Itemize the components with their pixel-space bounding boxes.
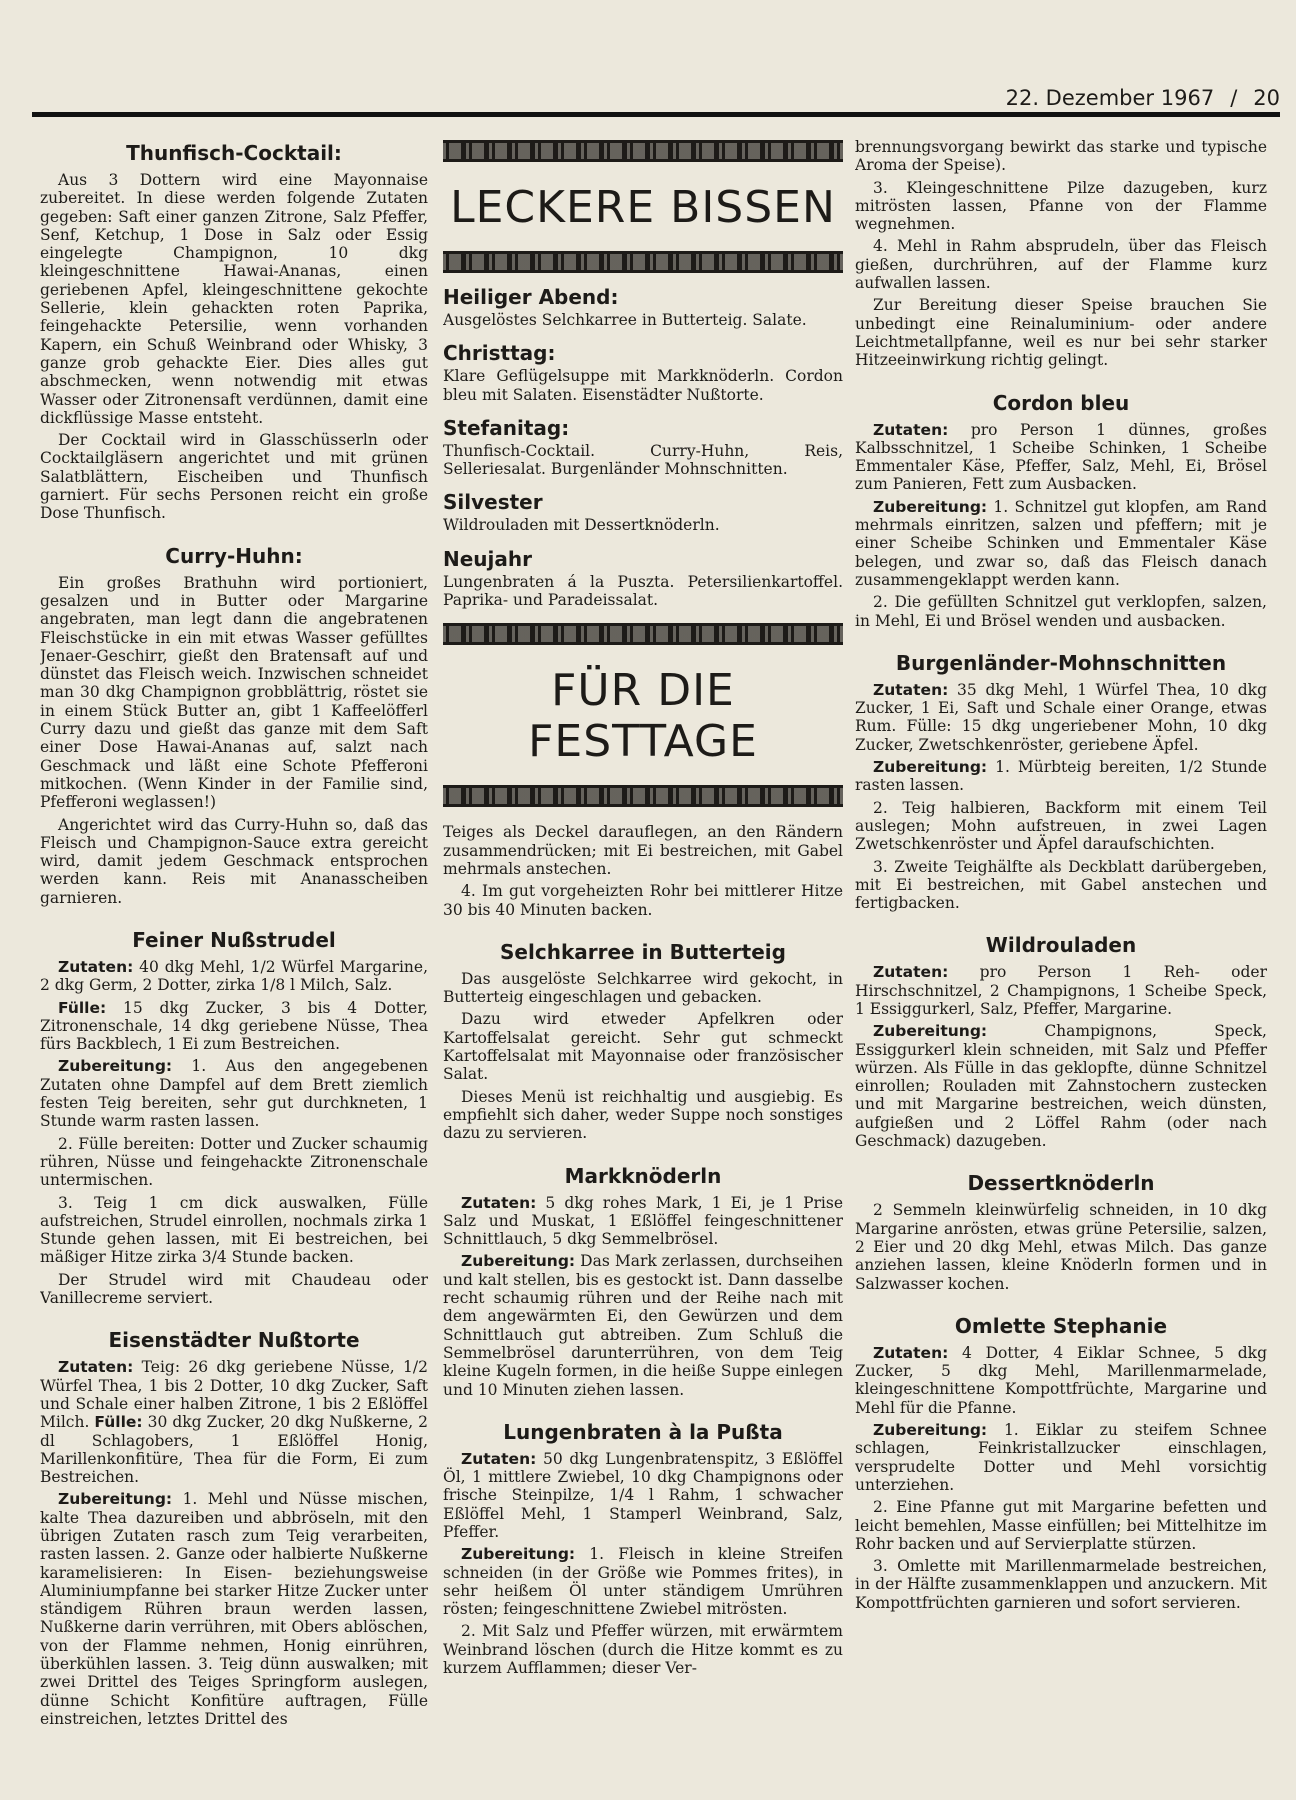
label: Zubereitung: [58,1057,173,1076]
preparation-text: Das Mark zerlassen, durchseihen und kalt stellen, bis es gestockt ist. Dann dasselbe recht schaumig rühren und der Reihe nach mit dem angewärmten Ei, den Gewürzen und dem Schnittlauch gut abtreiben. Zum Schluß die Semmelbrösel darunterrühren, von dem Teig kleine Kugeln formen, in die heiße Suppe einlegen und 10 Minuten ziehen lassen. [443,1252,843,1399]
label: Zutaten: [873,963,949,982]
preparation-text: 1. Schnitzel gut klopfen, am Rand mehrmals einritzen, salzen und pfeffern; mit je einer Scheibe Schinken und Emmentaler Käse belegen, und zwar so, daß das Fleisch danach zusammengeklappt werden kann. [855,497,1267,589]
menu-text: Wildrouladen mit Dessertknöderln. [443,516,720,535]
ingredients [40,958,428,995]
preparation [855,758,1267,795]
recipe-title-markknoederl: Markknöderln [564,1163,722,1188]
menu-day: Stefanitag: [443,415,570,440]
decorative-banner [443,623,843,645]
paragraph: Der Strudel wird mit Chaudeau oder Vanillecreme serviert. [40,1270,428,1308]
label: Zutaten: [873,420,949,439]
paragraph: 3. Omlette mit Marillenmarmelade bestreichen, in der Hälfte zusammenklappen und anzuckern. Mit Kompottfrüchten garnieren und sofort servieren. [855,1557,1267,1612]
decorative-banner [443,251,843,273]
paragraph: Dazu wird etweder Apfelkren oder Kartoffelsalat gereicht. Sehr gut schmeckt Kartoffelsalat mit Mayonnaise oder französischer Salat. [443,1010,843,1084]
preparation [443,1252,843,1398]
menu-text: Ausgelöstes Selchkarree in Butterteig. Salate. [443,311,807,329]
ingredients [40,1358,428,1486]
ingredients-text: pro Person 1 dünnes, großes Kalbsschnitzel, 1 Scheibe Schinken, 1 Scheibe Emmentaler Käse, Pfeffer, Salz, Mehl, Ei, Brösel zum Panieren, Fett zum Ausbacken. [855,420,1267,494]
menu-day: Heiliger Abend: [443,285,619,309]
menu-day: Christtag: [443,341,556,366]
recipe-title-nusstorte: Eisenstädter Nußtorte [108,1328,360,1353]
ingredients-text: 35 dkg Mehl, 1 Würfel Thea, 10 dkg Zucker, 1 Ei, Saft und Schale einer Orange, etwas Rum. Fülle: 15 dkg ungeriebener Mohn, 10 dkg Zucker, Zwetschkenröster, geriebene Äpfel. [855,680,1267,754]
label: Zubereitung: [873,1022,988,1041]
ingredients [443,1450,843,1541]
ingredients [855,421,1267,494]
paragraph: 3. Zweite Teighälfte als Deckblatt darübergeben, mit Ei bestreichen, mit Gabel anstechen und fertigbacken. [855,857,1267,913]
decorative-banner [443,785,843,807]
filling-text: 30 dkg Zucker, 20 dkg Nußkerne, 2 dl Schlagobers, 1 Eßlöffel Honig, Marillenkonfitüre, Thea für die Form, Ei zum Bestreichen. [40,1413,428,1487]
paragraph: 2. Teig halbieren, Backform mit einem Teil auslegen; Mohn aufstreuen, in zwei Lagen Zwetschkenröster und Äpfel daraufschichten. [855,798,1267,854]
label: Zubereitung: [58,1490,173,1509]
label: Zubereitung: [873,497,988,516]
page-header [950,86,1280,114]
recipe-title-wildrouladen: Wildrouladen [985,933,1137,958]
label: Zutaten: [58,957,134,976]
label: Zutaten: [873,680,949,699]
recipe-title-lungenbraten: Lungenbraten à la Pußta [503,1419,783,1444]
header-separator: / [1230,86,1238,110]
preparation [40,1490,428,1728]
recipe-title-dessertknoederl: Dessertknöderln [967,1171,1155,1196]
recipe-title-selchkarree: Selchkarree in Butterteig [500,939,786,964]
label: Zubereitung: [873,758,988,777]
label: Zubereitung: [461,1545,576,1564]
preparation-text: 1. Mehl und Nüsse mischen, kalte Thea dazureiben und abbröseln, mit den übrigen Zutaten rasch zum Teig verarbeiten, rasten lassen. 2. Ganze oder halbierte Nußkerne karamelisieren: In Eisen- beziehungsweise Aluminiumpfanne bei starker Hitze Zucker unter ständigem Rühren braun werden lassen, Nußkerne darin verrühren, mit Obers ablöschen, von der Flamme nehmen, Honig einrühren, überkühlen lassen. 3. Teig dünn auswalken; mit zwei Drittel des Teiges Springform auslegen, dünne Schicht Konfitüre auftragen, Fülle einstreichen, letztes Drittel des [40,1490,428,1728]
paragraph: 4. Mehl in Rahm absprudeln, über das Fleisch gießen, durchrühren, auf der Flamme kurz aufwallen lassen. [855,237,1267,293]
recipe-title-mohnschnitten: Burgenländer-Mohnschnitten [895,650,1227,675]
paragraph: Angerichtet wird das Curry-Huhn so, daß das Fleisch und Champignon-Sauce extra gereicht wird, damit jedem Geschmack entsprochen werden kann. Reis mit Ananasscheiben garnieren. [40,815,428,907]
label: Fülle: [94,1413,143,1432]
preparation [855,1022,1267,1150]
ingredients-text: 50 dkg Lungenbratenspitz, 3 Eßlöffel Öl, 1 mittlere Zwiebel, 10 dkg Champignons oder frische Steinpilze, 1/4 l Rahm, 1 schwacher Eßlöffel Mehl, 1 Stamperl Weinbrand, Salz, Pfeffer. [443,1449,843,1541]
label: Zubereitung: [873,1421,988,1440]
paragraph: 2. Eine Pfanne gut mit Margarine befetten und leicht bemehlen, Masse einfüllen; bei Mittelhitze im Rohr backen und auf Servierplatte stürzen. [855,1498,1267,1553]
menu-day: Neujahr [443,546,532,571]
preparation-text: 1. Eiklar zu steifem Schnee schlagen, Feinkristallzucker einschlagen, versprudelte Dotter und Mehl vorsichtig unterziehen. [855,1421,1267,1494]
ingredients [855,963,1267,1018]
paragraph: 4. Im gut vorgeheizten Rohr bei mittlerer Hitze 30 bis 40 Minuten backen. [443,882,843,919]
paragraph: Aus 3 Dottern wird eine Mayonnaise zubereitet. In diese werden folgende Zutaten gegeben: Saft einer ganzen Zitrone, Salz Pfeffer, Senf, Ketchup, 1 Dose in Salz oder Essig eingelegte Champignon, 10 dkg kleingeschnittene Hawai-Ananas, einen geriebenen Apfel, kleingeschnittene gekochte Sellerie, klein gehackten roten Paprika, feingehackte Petersilie, wenn vorhanden Kapern, ein Schuß Weinbrand oder Whisky, 3 ganze grob gehackte Eier. Dies alles gut abschmecken, wenn notwendig mit etwas Wasser oder Zitronensaft verdünnen, damit eine dickflüssige Masse entsteht. [40,171,428,427]
column-middle [443,138,843,1793]
section-title-leckere-bissen: LECKERE BISSEN [450,182,836,233]
ingredients-text: pro Person 1 Reh- oder Hirschschnitzel, 2 Champignons, 1 Scheibe Speck, 1 Essiggurkerl, Salz, Pfeffer, Margarine. [855,963,1267,1018]
preparation-text: 1. Fleisch in kleine Streifen schneiden (in der Größe wie Pommes frites), in sehr heißem Öl unter ständigem Umrühren rösten; feingeschnittene Zwiebel mitrösten. [443,1545,843,1619]
ingredients-text: 40 dkg Mehl, 1/2 Würfel Margarine, 2 dkg Germ, 2 Dotter, zirka 1/8 l Milch, Salz. [40,957,428,995]
ingredients [855,1344,1267,1417]
filling [40,999,428,1054]
paragraph: 3. Teig 1 cm dick auswalken, Fülle aufstreichen, Strudel einrollen, nochmals zirka 1 Stunde gehen lassen, mit Ei bestreichen, bei mäßiger Hitze zirka 3/4 Stunde backen. [40,1193,428,1267]
paragraph: Zur Bereitung dieser Speise brauchen Sie unbedingt eine Reinaluminium- oder andere Leichtmetallpfanne, weil es nur bei sehr starker Hitzeeinwirkung richtig gelingt. [855,296,1267,370]
menu-text: Klare Geflügelsuppe mit Markknöderln. Cordon bleu mit Salaten. Eisenstädter Nußtorte. [443,367,843,404]
menu-text: Lungenbraten á la Puszta. Petersilienkartoffel. Paprika- und Paradeissalat. [443,572,843,610]
paragraph: 3. Kleingeschnittene Pilze dazugeben, kurz mitrösten lassen, Pfanne von der Flamme wegnehmen. [855,178,1267,234]
preparation-text: Champignons, Speck, Essiggurkerl klein schneiden, mit Salz und Pfeffer würzen. Als Fülle in das geklopfte, dünne Schnitzel einrollen; Rouladen mit Zahnstochern zustecken und mit Margarine bestreichen, weich dünsten, aufgießen und 2 Löffel Rahm (oder nach Geschmack) dazugeben. [855,1022,1267,1151]
label: Zutaten: [873,1343,949,1362]
recipe-title-thunfisch: Thunfisch-Cocktail: [126,141,342,165]
label: Zutaten: [461,1449,537,1468]
recipe-title-curry: Curry-Huhn: [165,543,303,568]
preparation-text: 1. Aus den angegebenen Zutaten ohne Dampfel auf dem Brett ziemlich festen Teig bereiten, sehr gut durchkneten, 1 Stunde warm rasten lassen. [40,1057,428,1131]
paragraph: Teiges als Deckel darauflegen, an den Rändern zusammendrücken; mit Ei bestreichen, mit Gabel mehrmals anstechen. [443,823,843,878]
menu-text: Thunfisch-Cocktail. Curry-Huhn, Reis, Selleriesalat. Burgenländer Mohnschnitten. [443,441,843,479]
section-title-fuer-die-festtage: FÜR DIE FESTTAGE [528,665,758,768]
recipe-title-nussstrudel: Feiner Nußstrudel [132,927,336,952]
preparation-text: 1. Mürbteig bereiten, 1/2 Stunde rasten lassen. [855,758,1267,795]
preparation [443,1545,843,1618]
paragraph: brennungsvorgang bewirkt das starke und typische Aroma der Speise). [855,138,1267,175]
paragraph: Ein großes Brathuhn wird portioniert, gesalzen und in Butter oder Margarine angebraten, man legt dann die angebratenen Fleischstücke in ein mit etwas Wasser gefülltes Jenaer-Geschirr, gießt den Bratensaft auf und dünstet das Fleisch weich. Inzwischen schneidet man 30 dkg Champignon grobblättrig, röstet sie in einem Stück Butter an, gibt 1 Kaffeelöfferl Curry dazu und gießt das ganze mit dem Saft einer Dose Hawai-Ananas auf, salzt nach Geschmack und läßt eine Schote Pfefferoni mitkochen. (Wenn Kinder in der Familie sind, Pfefferoni weglassen!) [40,573,428,812]
column-left [40,138,428,1793]
header-date: 22. Dezember 1967 [1005,86,1215,110]
menu-day: Silvester [443,490,543,515]
ingredients-text: Teig: 26 dkg geriebene Nüsse, 1/2 Würfel Thea, 1 bis 2 Dotter, 10 dkg Zucker, Saft und Schale einer halben Zitrone, 1 bis 2 Eßlöffel Milch. [40,1358,428,1432]
paragraph: 2. Die gefüllten Schnitzel gut verklopfen, salzen, in Mehl, Ei und Brösel wenden und ausbacken. [855,593,1267,630]
column-right [855,138,1267,1793]
header-rule [32,112,1280,117]
ingredients-text: 4 Dotter, 4 Eiklar Schnee, 5 dkg Zucker, 5 dkg Mehl, Marillenmarmelade, kleingeschnittene Kompottfrüchte, Margarine und Mehl für die Pfanne. [855,1343,1267,1417]
filling-text: 15 dkg Zucker, 3 bis 4 Dotter, Zitronenschale, 14 dkg geriebene Nüsse, Thea fürs Backblech, 1 Ei zum Bestreichen. [40,998,428,1054]
paragraph: 2 Semmeln kleinwürfelig schneiden, in 10 dkg Margarine anrösten, etwas grüne Petersilie, salzen, 2 Eier und 20 dkg Mehl, etwas Milch. Das ganze anziehen lassen, kleine Knöderln formen und in Salzwasser kochen. [855,1201,1267,1293]
label: Zutaten: [58,1358,134,1377]
preparation [40,1057,428,1130]
paragraph: Der Cocktail wird in Glasschüsserln oder Cocktailgläsern angerichtet und mit grünen Salatblättern, Eischeiben und Thunfisch garniert. Für sechs Personen reicht ein große Dose Thunfisch. [40,431,428,523]
recipe-title-omlette: Omlette Stephanie [954,1313,1168,1338]
ingredients [855,681,1267,754]
preparation [855,498,1267,589]
page-number: 20 [1253,86,1280,110]
decorative-banner [443,140,843,162]
label: Zubereitung: [461,1252,576,1271]
paragraph: Dieses Menü ist reichhaltig und ausgiebig. Es empfiehlt sich daher, weder Suppe noch sonstiges dazu zu servieren. [443,1087,843,1143]
ingredients [443,1194,843,1249]
ingredients-text: 5 dkg rohes Mark, 1 Ei, je 1 Prise Salz und Muskat, 1 Eßlöffel feingeschnittener Schnittlauch, 5 dkg Semmelbrösel. [443,1193,843,1249]
paragraph: 2. Fülle bereiten: Dotter und Zucker schaumig rühren, Nüsse und feingehackte Zitronenschale untermischen. [40,1134,428,1190]
label: Zutaten: [461,1193,537,1212]
recipe-title-cordon-bleu: Cordon bleu [992,390,1130,415]
label: Fülle: [58,998,107,1017]
paragraph: Das ausgelöste Selchkarree wird gekocht, in Butterteig eingeschlagen und gebacken. [443,969,843,1007]
paragraph: 2. Mit Salz und Pfeffer würzen, mit erwärmtem Weinbrand löschen (durch die Hitze kommt es zu kurzem Aufflammen; dieser Ver- [443,1622,843,1678]
preparation [855,1421,1267,1494]
